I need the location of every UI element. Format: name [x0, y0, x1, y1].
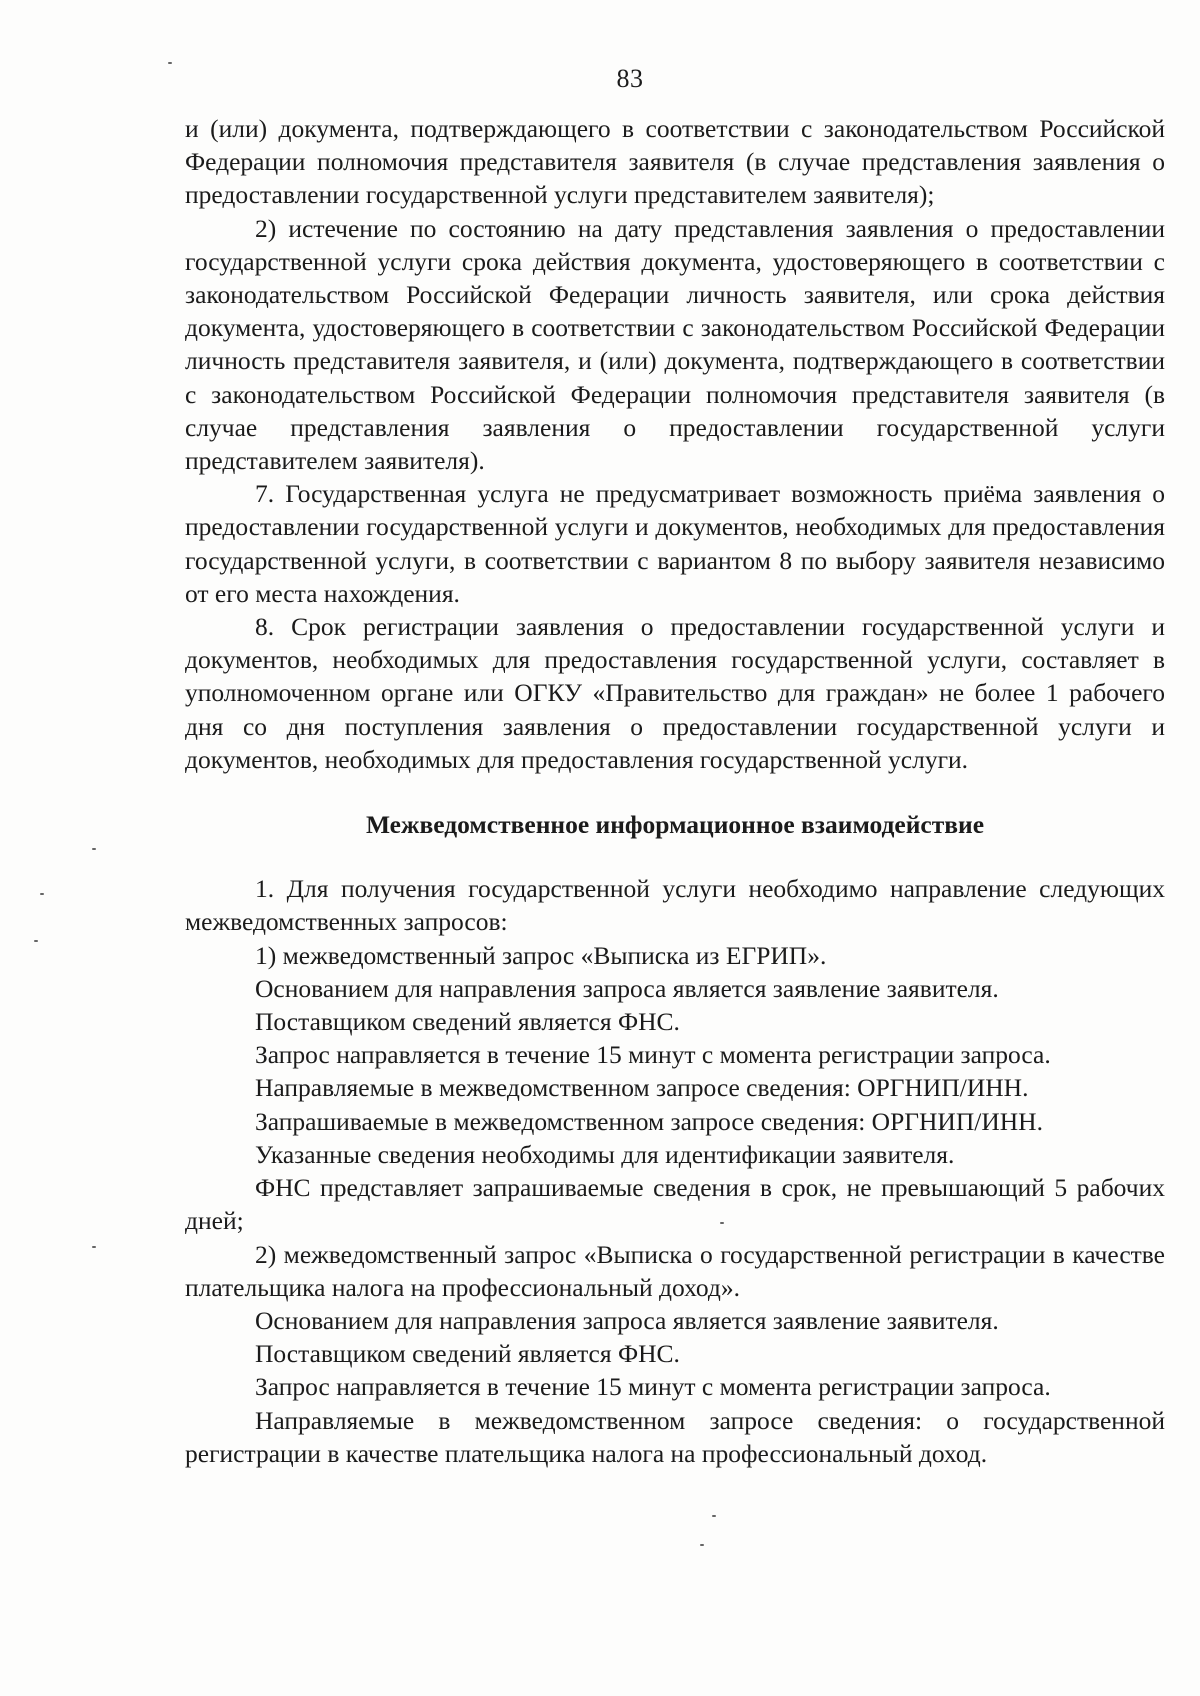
section-paragraph: Указанные сведения необходимы для идентификации заявителя.	[255, 1139, 955, 1169]
paragraph-item-8: 8. Срок регистрации заявления о предоставлении государственной услуги и документов, необходимых для предоставления государственной услуги, составляет в уполномоченном органе или ОГКУ «Правительство для граждан» не более 1 рабочего дня со дня поступления заявления о предоставлении государственной услуги и документов, необходимых для предоставления государственной услуги.	[185, 612, 1165, 774]
document-body	[185, 112, 1165, 1470]
scan-speck	[92, 848, 96, 850]
section-paragraph: Основанием для направления запроса является заявление заявителя.	[255, 1305, 999, 1335]
section-paragraph: Основанием для направления запроса является заявление заявителя.	[255, 973, 999, 1003]
section-paragraph: Поставщиком сведений является ФНС.	[255, 1007, 680, 1037]
section-paragraph: Направляемые в межведомственном запросе сведения: о государственной регистрации в качестве плательщика налога на профессиональный доход.	[185, 1405, 1165, 1468]
scan-speck	[700, 1544, 704, 1546]
section-paragraph: 1) межведомственный запрос «Выписка из ЕГРИП».	[255, 940, 827, 970]
paragraph-item-7: 7. Государственная услуга не предусматривает возможность приёма заявления о предоставлении государственной услуги и документов, необходимых для предоставления государственной услуги, в соответствии с вариантом 8 по выбору заявителя независимо от его места нахождения.	[185, 479, 1165, 608]
section-paragraph: Поставщиком сведений является ФНС.	[255, 1339, 680, 1369]
section-heading: Межведомственное информационное взаимодействие	[365, 810, 985, 840]
section-paragraph: Запрос направляется в течение 15 минут с момента регистрации запроса.	[255, 1040, 1051, 1070]
page-number: 83	[616, 64, 644, 93]
paragraph-continuation: и (или) документа, подтверждающего в соответствии с законодательством Российской Федерации полномочия представителя заявителя (в случае представления заявления о предоставлении государственной услуги представителем заявителя);	[185, 114, 1165, 210]
scan-speck	[40, 893, 44, 895]
scan-speck	[720, 1222, 724, 1224]
paragraph-item-2: 2) истечение по состоянию на дату представления заявления о предоставлении государственной услуги срока действия документа, удостоверяющего в соответствии с законодательством Российской Федерации личность заявителя, или срока действия документа, удостоверяющего в соответствии с законодательством Российской Федерации личность представителя заявителя, и (или) документа, подтверждающего в соответствии с законодательством Российской Федерации полномочия представителя заявителя (в случае представления заявления о предоставлении государственной услуги представителем заявителя).	[185, 213, 1165, 476]
section-paragraph: Запрос направляется в течение 15 минут с момента регистрации запроса.	[255, 1372, 1051, 1402]
scan-speck	[34, 940, 38, 942]
scan-speck	[712, 1515, 716, 1517]
section-paragraph: 2) межведомственный запрос «Выписка о государственной регистрации в качестве плательщика налога на профессиональный доход».	[185, 1239, 1165, 1302]
scan-speck	[168, 62, 172, 64]
section-paragraph: ФНС представляет запрашиваемые сведения в срок, не превышающий 5 рабочих дней;	[185, 1173, 1165, 1236]
section-paragraph: 1. Для получения государственной услуги необходимо направление следующих межведомственных запросов:	[185, 874, 1165, 937]
section-paragraph: Направляемые в межведомственном запросе сведения: ОРГНИП/ИНН.	[255, 1073, 1029, 1103]
scan-speck	[92, 1246, 96, 1248]
section-paragraph: Запрашиваемые в межведомственном запросе сведения: ОРГНИП/ИНН.	[255, 1106, 1043, 1136]
